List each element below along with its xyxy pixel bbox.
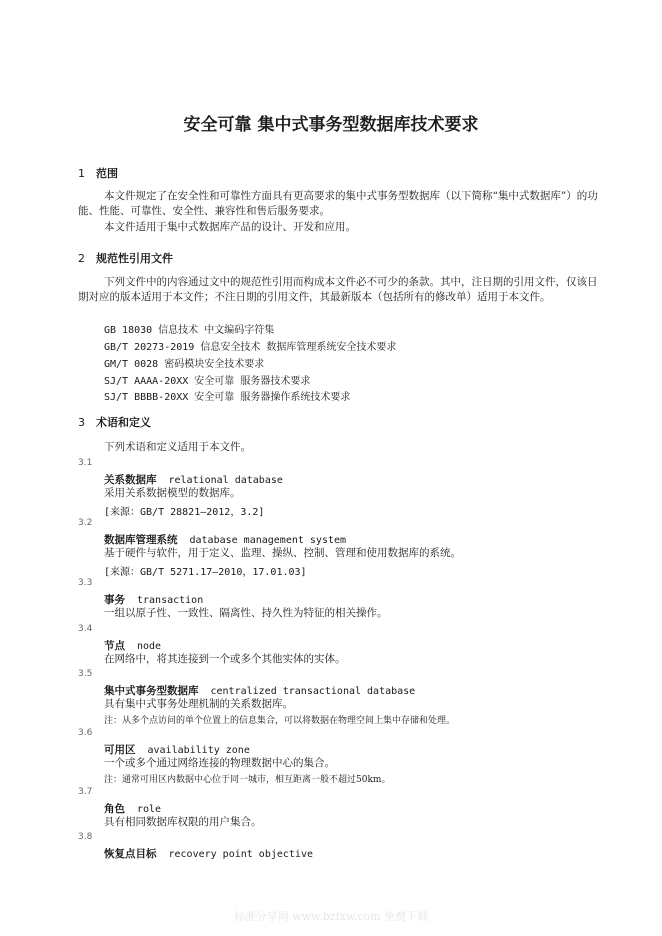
term-zh: 节点 xyxy=(104,640,125,652)
term-number: 3.3 xyxy=(78,578,93,588)
term-number: 3.5 xyxy=(78,669,93,679)
term-zh: 角色 xyxy=(104,803,125,815)
term-title xyxy=(104,801,161,816)
document-title: 安全可靠 集中式事务型数据库技术要求 xyxy=(183,115,479,135)
paragraph: 本文件适用于集中式数据库产品的设计、开发和应用。 xyxy=(104,221,356,233)
term-number: 3.8 xyxy=(78,832,93,842)
term-en: centralized transactional database xyxy=(210,686,416,697)
term-zh: 恢复点目标 xyxy=(104,848,157,860)
paragraph: 下列文件中的内容通过文中的规范性引用而构成本文件必不可少的条款。其中，注日期的引用文件，仅该日期对应的版本适用于本文件；不注日期的引用文件，其最新版本（包括所有的修改单）适用于本文件。 xyxy=(78,276,598,303)
term-number: 3.2 xyxy=(78,518,93,528)
term-number: 3.7 xyxy=(78,787,93,797)
term-zh: 可用区 xyxy=(104,744,136,756)
term-definition: 采用关系数据模型的数据库。 xyxy=(104,487,241,499)
term-definition: 一个或多个通过网络连接的物理数据中心的集合。 xyxy=(104,757,335,769)
section-number: 3 xyxy=(78,416,85,429)
section-1-heading xyxy=(78,165,118,181)
term-title xyxy=(104,532,346,547)
term-zh: 关系数据库 xyxy=(104,474,157,486)
term-definition: 在网络中，将其连接到一个或多个其他实体的实体。 xyxy=(104,653,346,665)
term-zh: 数据库管理系统 xyxy=(104,534,178,546)
term-zh: 事务 xyxy=(104,594,125,606)
term-title xyxy=(104,592,203,607)
paragraph: 下列术语和定义适用于本文件。 xyxy=(104,441,251,453)
reference-item: SJ/T BBBB-20XX 安全可靠 服务器操作系统技术要求 xyxy=(104,392,351,403)
paragraph: 本文件规定了在安全性和可靠性方面具有更高要求的集中式事务型数据库（以下简称“集中式数据库”）的功能、性能、可靠性、安全性、兼容性和售后服务要求。 xyxy=(78,190,598,217)
section-title: 规范性引用文件 xyxy=(96,252,173,265)
watermark: 标准分享网 www.bzfxw.com 免费下载 xyxy=(233,910,429,923)
term-title xyxy=(104,638,161,653)
section-2-heading xyxy=(78,250,173,266)
term-source: [来源：GB/T 5271.17—2010，17.01.03] xyxy=(104,567,307,578)
term-number: 3.4 xyxy=(78,624,93,634)
term-definition: 具有相同数据库权限的用户集合。 xyxy=(104,816,262,828)
term-en: relational database xyxy=(168,475,283,486)
term-title xyxy=(104,846,313,861)
section-title: 术语和定义 xyxy=(96,416,151,429)
term-title xyxy=(104,742,250,757)
term-en: node xyxy=(137,641,162,652)
reference-item: GM/T 0028 密码模块安全技术要求 xyxy=(104,359,265,370)
term-definition: 基于硬件与软件，用于定义、监理、操纵、控制、管理和使用数据库的系统。 xyxy=(104,547,461,559)
term-number: 3.1 xyxy=(78,458,93,468)
reference-item: GB 18030 信息技术 中文编码字符集 xyxy=(104,325,275,336)
section-title: 范围 xyxy=(96,167,118,180)
term-en: database management system xyxy=(189,535,347,546)
term-definition: 一组以原子性、一致性、隔离性、持久性为特征的相关操作。 xyxy=(104,607,388,619)
term-title xyxy=(104,472,283,487)
term-en: recovery point objective xyxy=(168,849,313,860)
term-en: availability zone xyxy=(147,745,250,756)
section-number: 1 xyxy=(78,167,85,180)
reference-item: SJ/T AAAA-20XX 安全可靠 服务器技术要求 xyxy=(104,376,311,387)
section-3-heading xyxy=(78,414,151,430)
term-note: 注：从多个点访问的单个位置上的信息集合，可以将数据在物理空间上集中存储和处理。 xyxy=(104,716,456,726)
term-number: 3.6 xyxy=(78,728,93,738)
term-source: [来源：GB/T 28821—2012，3.2] xyxy=(104,507,265,518)
term-en: role xyxy=(137,804,162,815)
reference-item: GB/T 20273-2019 信息安全技术 数据库管理系统安全技术要求 xyxy=(104,342,397,353)
term-title xyxy=(104,683,415,698)
term-definition: 具有集中式事务处理机制的关系数据库。 xyxy=(104,698,293,710)
term-note: 注：通常可用区内数据中心位于同一城市，相互距离一般不超过50km。 xyxy=(104,775,391,785)
section-number: 2 xyxy=(78,252,85,265)
term-en: transaction xyxy=(137,595,204,606)
term-zh: 集中式事务型数据库 xyxy=(104,685,199,697)
